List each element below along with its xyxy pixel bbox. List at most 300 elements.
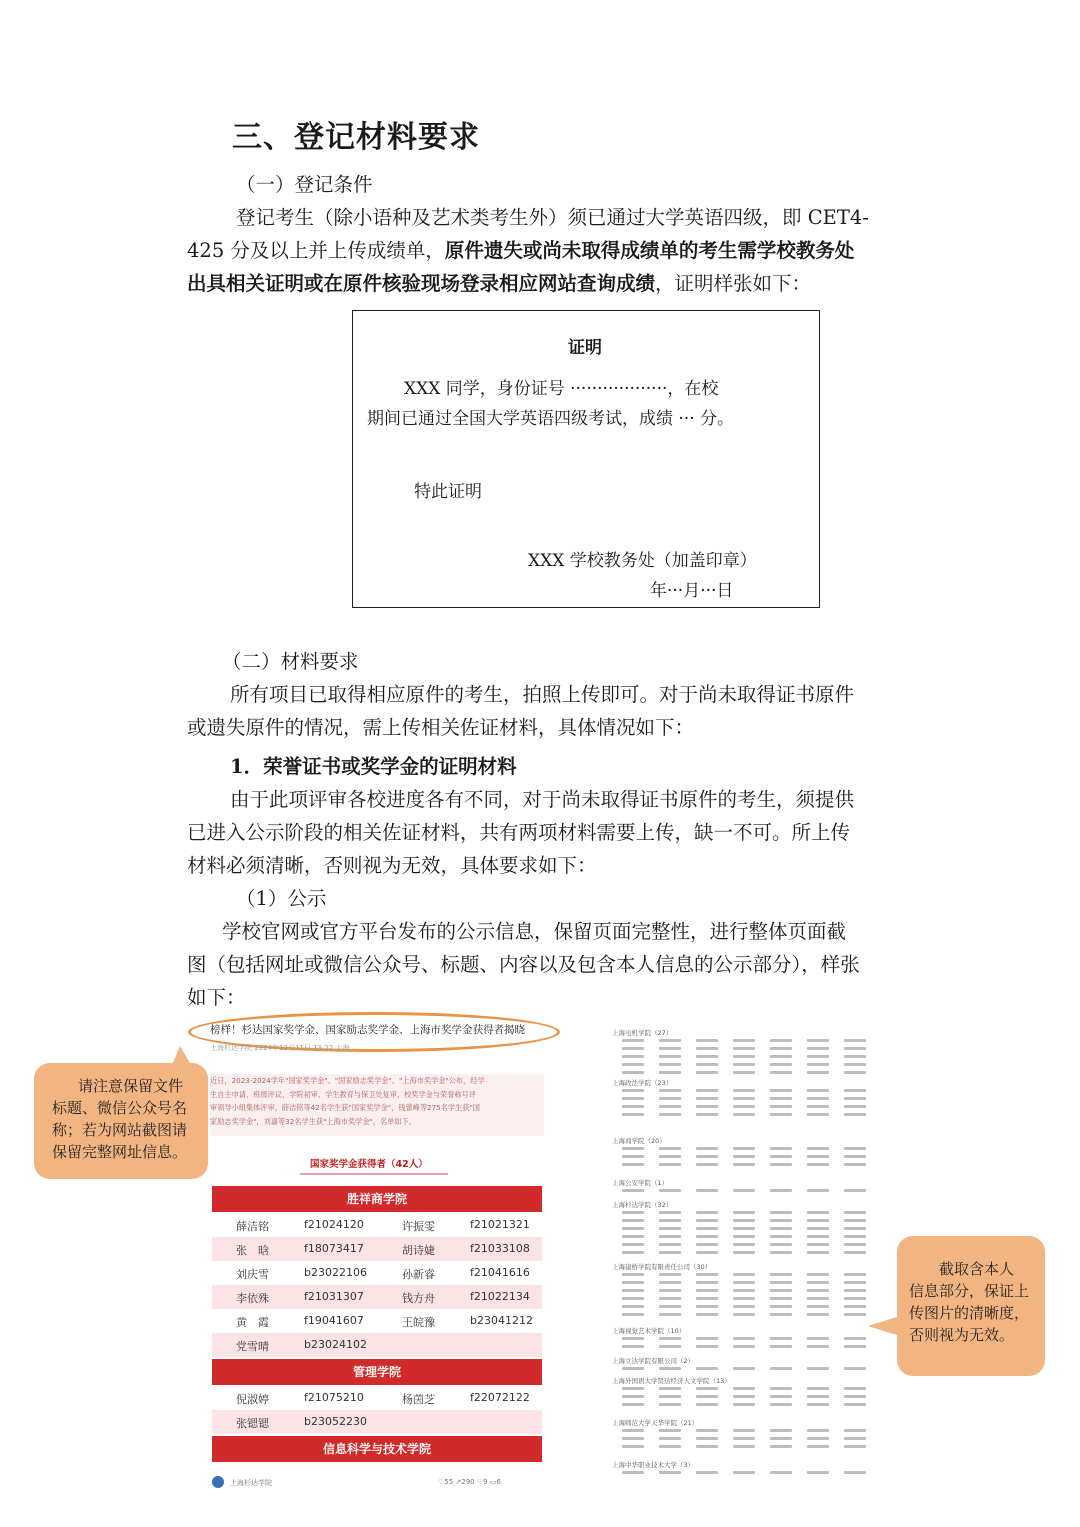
name-placeholder (622, 1105, 644, 1108)
section1-para-line2 (187, 234, 854, 267)
subsection1-title: 1．荣誉证书或奖学金的证明材料 (230, 755, 517, 778)
name-placeholder (844, 1403, 866, 1406)
name-placeholder (696, 1387, 718, 1390)
certificate-line3: 特此证明 (414, 482, 482, 502)
name-placeholder (770, 1235, 792, 1238)
name-placeholder (844, 1297, 866, 1300)
callout-left-line: 称；若为网站截图请 (52, 1121, 188, 1139)
name-placeholder (733, 1113, 755, 1116)
name-placeholder (622, 1313, 644, 1316)
list-header: 上海外国语大学贤达经济人文学院（13） (612, 1377, 731, 1385)
name-placeholder (844, 1445, 866, 1448)
name-placeholder (770, 1243, 792, 1246)
name-placeholder (622, 1227, 644, 1230)
name-placeholder (733, 1289, 755, 1292)
engagement-stats: ♡55 ↗290 ♡9 ▭6 (438, 1478, 501, 1486)
name-placeholder (622, 1089, 644, 1092)
name-placeholder (733, 1445, 755, 1448)
name-placeholder (807, 1211, 829, 1214)
name-placeholder (770, 1395, 792, 1398)
callout-right-line: 否则视为无效。 (909, 1326, 1015, 1344)
name-placeholder (807, 1281, 829, 1284)
name-placeholder (696, 1243, 718, 1246)
sample-screenshot-right (612, 1024, 880, 1488)
list-header: 上海师范大学天华学院（21） (612, 1419, 699, 1427)
name-placeholder (622, 1047, 644, 1050)
name-placeholder (733, 1039, 755, 1042)
name-placeholder (696, 1367, 718, 1370)
name-placeholder (622, 1163, 644, 1166)
name-placeholder (696, 1235, 718, 1238)
name-placeholder (659, 1227, 681, 1230)
name-placeholder (770, 1189, 792, 1192)
name-placeholder (622, 1251, 644, 1254)
name-placeholder (770, 1437, 792, 1440)
table-row: 薛洁铭 f21024120 许振雯 f21021321 (236, 1218, 530, 1233)
callout-right-line: 信息部分，保证上 (909, 1282, 1030, 1300)
name-placeholder (659, 1403, 681, 1406)
name-placeholder (659, 1147, 681, 1150)
item1-line2: 图（包括网址或微信公众号、标题、内容以及包含本人信息的公示部分），样张 (187, 953, 860, 976)
table-row: 刘庆雪 b23022106 孙新睿 f21041616 (236, 1266, 530, 1281)
section1-para-line3 (187, 267, 811, 300)
name-placeholder (844, 1251, 866, 1254)
name-placeholder (844, 1055, 866, 1058)
callout-right (897, 1236, 1045, 1376)
name-placeholder (696, 1039, 718, 1042)
name-placeholder (733, 1471, 755, 1474)
name-placeholder (659, 1273, 681, 1276)
name-placeholder (733, 1155, 755, 1158)
name-placeholder (770, 1281, 792, 1284)
name-placeholder (659, 1289, 681, 1292)
item1-title: （1）公示 (236, 887, 327, 910)
name-placeholder (622, 1337, 644, 1340)
name-placeholder (807, 1395, 829, 1398)
name-placeholder (696, 1437, 718, 1440)
name-placeholder (659, 1445, 681, 1448)
name-placeholder (622, 1097, 644, 1100)
name-placeholder (807, 1429, 829, 1432)
name-placeholder (659, 1345, 681, 1348)
name-placeholder (770, 1273, 792, 1276)
name-placeholder (659, 1235, 681, 1238)
name-placeholder (733, 1147, 755, 1150)
name-placeholder (770, 1471, 792, 1474)
name-placeholder (844, 1367, 866, 1370)
name-placeholder (770, 1211, 792, 1214)
name-placeholder (622, 1235, 644, 1238)
name-placeholder (807, 1227, 829, 1230)
name-placeholder (807, 1243, 829, 1246)
name-placeholder (807, 1063, 829, 1066)
name-placeholder (733, 1227, 755, 1230)
name-placeholder (844, 1097, 866, 1100)
award-title: 国家奖学金获得者（42人） (310, 1159, 428, 1170)
name-placeholder (622, 1429, 644, 1432)
name-placeholder (622, 1071, 644, 1074)
name-placeholder (733, 1403, 755, 1406)
name-placeholder (659, 1155, 681, 1158)
name-placeholder (622, 1189, 644, 1192)
name-placeholder (733, 1189, 755, 1192)
name-placeholder (807, 1471, 829, 1474)
list-header: 上海视觉艺术学院（10） (612, 1327, 686, 1335)
name-placeholder (807, 1039, 829, 1042)
name-placeholder (770, 1387, 792, 1390)
list-header: 上海杉达学院（32） (612, 1201, 673, 1209)
name-placeholder (696, 1097, 718, 1100)
name-placeholder (844, 1273, 866, 1276)
name-placeholder (733, 1313, 755, 1316)
name-placeholder (844, 1063, 866, 1066)
name-placeholder (807, 1219, 829, 1222)
name-placeholder (696, 1071, 718, 1074)
name-placeholder (659, 1243, 681, 1246)
name-placeholder (733, 1395, 755, 1398)
name-placeholder (770, 1429, 792, 1432)
name-placeholder (733, 1367, 755, 1370)
name-placeholder (659, 1437, 681, 1440)
college-header: 信息科学与技术学院 (212, 1436, 542, 1462)
section1-para-line3-b: ，证明样张如下： (655, 272, 812, 295)
name-placeholder (696, 1289, 718, 1292)
name-placeholder (844, 1163, 866, 1166)
name-placeholder (696, 1105, 718, 1108)
name-placeholder (696, 1227, 718, 1230)
name-placeholder (844, 1429, 866, 1432)
name-placeholder (807, 1367, 829, 1370)
name-placeholder (770, 1097, 792, 1100)
college-header: 管理学院 (212, 1359, 542, 1385)
table-row: 黄 霞 f19041607 王皖豫 b23041212 (236, 1314, 533, 1329)
name-placeholder (844, 1387, 866, 1390)
name-placeholder (770, 1445, 792, 1448)
name-placeholder (733, 1063, 755, 1066)
table-row: 党雪晴 b23024102 (212, 1333, 542, 1357)
name-placeholder (844, 1211, 866, 1214)
name-placeholder (659, 1047, 681, 1050)
name-placeholder (659, 1313, 681, 1316)
name-placeholder (622, 1387, 644, 1390)
name-placeholder (622, 1039, 644, 1042)
name-placeholder (807, 1097, 829, 1100)
name-placeholder (733, 1071, 755, 1074)
name-placeholder (770, 1297, 792, 1300)
name-placeholder (807, 1437, 829, 1440)
name-placeholder (733, 1429, 755, 1432)
name-placeholder (659, 1471, 681, 1474)
callout-right-line: 截取含本人 (939, 1260, 1015, 1278)
name-placeholder (622, 1445, 644, 1448)
article-meta: 上海杉达学院 2024年12月11日 13:22 上海 (210, 1044, 350, 1052)
name-placeholder (733, 1105, 755, 1108)
name-placeholder (844, 1289, 866, 1292)
name-placeholder (659, 1219, 681, 1222)
table-row: 李依殊 f21031307 钱方舟 f21022134 (212, 1285, 542, 1309)
name-placeholder (770, 1163, 792, 1166)
name-placeholder (807, 1345, 829, 1348)
name-placeholder (844, 1047, 866, 1050)
section1-para-line3-a: 出具相关证明或在原件核验现场登录相应网站查询成绩 (187, 272, 656, 295)
name-placeholder (696, 1163, 718, 1166)
name-placeholder (622, 1211, 644, 1214)
callout-left-line: 保留完整网址信息。 (52, 1143, 188, 1161)
name-placeholder (844, 1337, 866, 1340)
name-placeholder (844, 1219, 866, 1222)
list-header: 上海公安学院（1） (612, 1179, 669, 1187)
name-placeholder (696, 1251, 718, 1254)
name-placeholder (696, 1047, 718, 1050)
name-placeholder (696, 1155, 718, 1158)
name-placeholder (770, 1289, 792, 1292)
table-row: 张 晗 f18073417 胡诗婕 f21033108 (212, 1237, 542, 1261)
callout-right-line: 传图片的清晰度， (909, 1304, 1030, 1322)
name-placeholder (807, 1273, 829, 1276)
article-body-line: 生自主申请、班级评议、学院初审、学生教育与保卫处复审、校奖学金与荣誉称号评 (210, 1089, 476, 1099)
name-placeholder (733, 1219, 755, 1222)
name-placeholder (807, 1289, 829, 1292)
name-placeholder (696, 1313, 718, 1316)
name-placeholder (770, 1147, 792, 1150)
section1-para-line2-b: 原件遗失或尚未取得成绩单的考生需学校教务处 (444, 239, 855, 262)
name-placeholder (770, 1313, 792, 1316)
name-placeholder (807, 1337, 829, 1340)
name-placeholder (622, 1395, 644, 1398)
name-placeholder (696, 1445, 718, 1448)
name-placeholder (696, 1055, 718, 1058)
name-placeholder (844, 1189, 866, 1192)
name-placeholder (733, 1281, 755, 1284)
name-placeholder (696, 1337, 718, 1340)
name-placeholder (733, 1345, 755, 1348)
section2-para-line2: 或遗失原件的情况，需上传相关佐证材料，具体情况如下： (187, 716, 695, 739)
list-header: 上海政法学院（23） (612, 1079, 673, 1087)
name-placeholder (807, 1235, 829, 1238)
name-placeholder (844, 1071, 866, 1074)
name-placeholder (770, 1063, 792, 1066)
name-placeholder (622, 1219, 644, 1222)
name-placeholder (696, 1395, 718, 1398)
subsection1-line1: 由于此项评审各校进度各有不同，对于尚未取得证书原件的考生，须提供 (230, 788, 855, 811)
name-placeholder (844, 1155, 866, 1158)
name-placeholder (807, 1155, 829, 1158)
name-placeholder (807, 1163, 829, 1166)
name-placeholder (733, 1055, 755, 1058)
name-placeholder (622, 1297, 644, 1300)
name-placeholder (696, 1273, 718, 1276)
name-placeholder (622, 1147, 644, 1150)
name-placeholder (807, 1445, 829, 1448)
name-placeholder (659, 1297, 681, 1300)
article-body (210, 1074, 544, 1136)
name-placeholder (622, 1437, 644, 1440)
name-placeholder (696, 1281, 718, 1284)
name-placeholder (770, 1113, 792, 1116)
name-placeholder (622, 1155, 644, 1158)
name-placeholder (807, 1313, 829, 1316)
account-name: 上海杉达学院 (230, 1479, 272, 1487)
name-placeholder (733, 1305, 755, 1308)
section-heading: 三、登记材料要求 (232, 120, 480, 155)
name-placeholder (733, 1243, 755, 1246)
name-placeholder (659, 1089, 681, 1092)
name-placeholder (770, 1047, 792, 1050)
name-placeholder (733, 1097, 755, 1100)
list-header: 上海中华职业技术大学（3） (612, 1461, 695, 1469)
name-placeholder (844, 1227, 866, 1230)
name-placeholder (807, 1071, 829, 1074)
name-placeholder (659, 1097, 681, 1100)
name-placeholder (696, 1403, 718, 1406)
award-underline (300, 1173, 448, 1175)
name-placeholder (696, 1471, 718, 1474)
name-placeholder (622, 1113, 644, 1116)
name-placeholder (733, 1211, 755, 1214)
name-placeholder (807, 1189, 829, 1192)
article-body-line: 家励志奖学金"，刘嘉等32名学生获"上海市奖学金"，名单如下。 (210, 1116, 416, 1126)
name-placeholder (844, 1305, 866, 1308)
name-placeholder (770, 1055, 792, 1058)
list-header: 上海建桥学院有限责任公司（30） (612, 1263, 712, 1271)
section1-title: （一）登记条件 (236, 173, 373, 196)
callout-left-line: 请注意保留文件 (78, 1077, 184, 1095)
name-placeholder (696, 1297, 718, 1300)
name-placeholder (659, 1163, 681, 1166)
name-placeholder (807, 1297, 829, 1300)
article-title: 榜样！杉达国家奖学金、国家励志奖学金、上海市奖学金获得者揭晓 (210, 1024, 525, 1036)
list-header: 上海电机学院（27） (612, 1029, 673, 1037)
name-placeholder (696, 1089, 718, 1092)
name-placeholder (659, 1055, 681, 1058)
name-placeholder (659, 1189, 681, 1192)
name-placeholder (696, 1211, 718, 1214)
certificate-line4: XXX 学校教务处（加盖印章） (528, 551, 757, 571)
name-placeholder (807, 1147, 829, 1150)
name-placeholder (696, 1113, 718, 1116)
name-placeholder (622, 1403, 644, 1406)
name-placeholder (807, 1089, 829, 1092)
name-placeholder (844, 1105, 866, 1108)
name-placeholder (844, 1395, 866, 1398)
name-placeholder (733, 1337, 755, 1340)
name-placeholder (622, 1063, 644, 1066)
name-placeholder (622, 1289, 644, 1292)
name-placeholder (659, 1071, 681, 1074)
name-placeholder (844, 1345, 866, 1348)
name-placeholder (770, 1155, 792, 1158)
college-header: 胜祥商学院 (212, 1186, 542, 1212)
callout-left (34, 1063, 208, 1179)
item1-line3: 如下： (187, 986, 246, 1009)
name-placeholder (770, 1219, 792, 1222)
name-placeholder (733, 1297, 755, 1300)
name-placeholder (659, 1039, 681, 1042)
name-placeholder (696, 1305, 718, 1308)
name-placeholder (733, 1047, 755, 1050)
name-placeholder (622, 1471, 644, 1474)
name-placeholder (844, 1313, 866, 1316)
name-placeholder (807, 1403, 829, 1406)
name-placeholder (622, 1281, 644, 1284)
name-placeholder (622, 1345, 644, 1348)
name-placeholder (659, 1211, 681, 1214)
name-placeholder (733, 1235, 755, 1238)
name-placeholder (733, 1387, 755, 1390)
list-header: 上海立达学院有限公司（2） (612, 1357, 695, 1365)
name-placeholder (770, 1367, 792, 1370)
name-placeholder (770, 1251, 792, 1254)
name-placeholder (696, 1063, 718, 1066)
name-placeholder (659, 1063, 681, 1066)
section2-para-line1: 所有项目已取得相应原件的考生，拍照上传即可。对于尚未取得证书原件 (230, 683, 855, 706)
name-placeholder (770, 1403, 792, 1406)
name-placeholder (659, 1337, 681, 1340)
name-placeholder (844, 1437, 866, 1440)
name-placeholder (696, 1219, 718, 1222)
name-placeholder (622, 1243, 644, 1246)
name-placeholder (696, 1345, 718, 1348)
table-row: 张锶锶 b23052230 (212, 1410, 542, 1434)
certificate-line5: 年···月···日 (650, 581, 734, 601)
name-placeholder (807, 1113, 829, 1116)
table-row: 倪淑婷 f21075210 杨茵芝 f22072122 (236, 1391, 530, 1406)
name-placeholder (844, 1113, 866, 1116)
name-placeholder (733, 1273, 755, 1276)
name-placeholder (770, 1071, 792, 1074)
name-placeholder (696, 1147, 718, 1150)
name-placeholder (659, 1105, 681, 1108)
section1-para-line2-a: 425 分及以上并上传成绩单， (187, 239, 445, 262)
callout-left-line: 标题、微信公众号名 (52, 1099, 188, 1117)
name-placeholder (659, 1395, 681, 1398)
name-placeholder (622, 1055, 644, 1058)
name-placeholder (770, 1227, 792, 1230)
account-avatar-icon (212, 1476, 224, 1488)
certificate-line2: 期间已通过全国大学英语四级考试，成绩 ··· 分。 (367, 409, 735, 429)
subsection1-line2: 已进入公示阶段的相关佐证材料，共有两项材料需要上传，缺一不可。所上传 (187, 821, 851, 844)
name-placeholder (807, 1251, 829, 1254)
name-placeholder (807, 1305, 829, 1308)
name-placeholder (770, 1105, 792, 1108)
name-placeholder (659, 1429, 681, 1432)
subsection1-line3: 材料必须清晰，否则视为无效，具体要求如下： (187, 854, 597, 877)
name-placeholder (770, 1089, 792, 1092)
name-placeholder (844, 1281, 866, 1284)
section2-title: （二）材料要求 (222, 650, 359, 673)
item1-line1: 学校官网或官方平台发布的公示信息，保留页面完整性，进行整体页面截 (222, 920, 847, 943)
name-placeholder (733, 1163, 755, 1166)
certificate-line1: XXX 同学，身份证号 ··················，在校 (404, 379, 719, 399)
article-body-line: 审领导小组集体评审，薛洁铭等42名学生获"国家奖学金"，钱蕾峰等275名学生获"国 (210, 1103, 480, 1112)
name-placeholder (659, 1251, 681, 1254)
name-placeholder (844, 1243, 866, 1246)
name-placeholder (696, 1189, 718, 1192)
section1-para-line1: 登记考生（除小语种及艺术类考生外）须已通过大学英语四级，即 CET4- (236, 206, 869, 229)
name-placeholder (659, 1113, 681, 1116)
name-placeholder (844, 1039, 866, 1042)
name-placeholder (733, 1089, 755, 1092)
name-placeholder (807, 1047, 829, 1050)
name-placeholder (807, 1387, 829, 1390)
name-placeholder (622, 1367, 644, 1370)
list-header: 上海商学院（20） (612, 1137, 666, 1145)
certificate-title: 证明 (568, 338, 602, 358)
name-placeholder (770, 1337, 792, 1340)
name-placeholder (622, 1305, 644, 1308)
name-placeholder (770, 1305, 792, 1308)
name-placeholder (659, 1387, 681, 1390)
